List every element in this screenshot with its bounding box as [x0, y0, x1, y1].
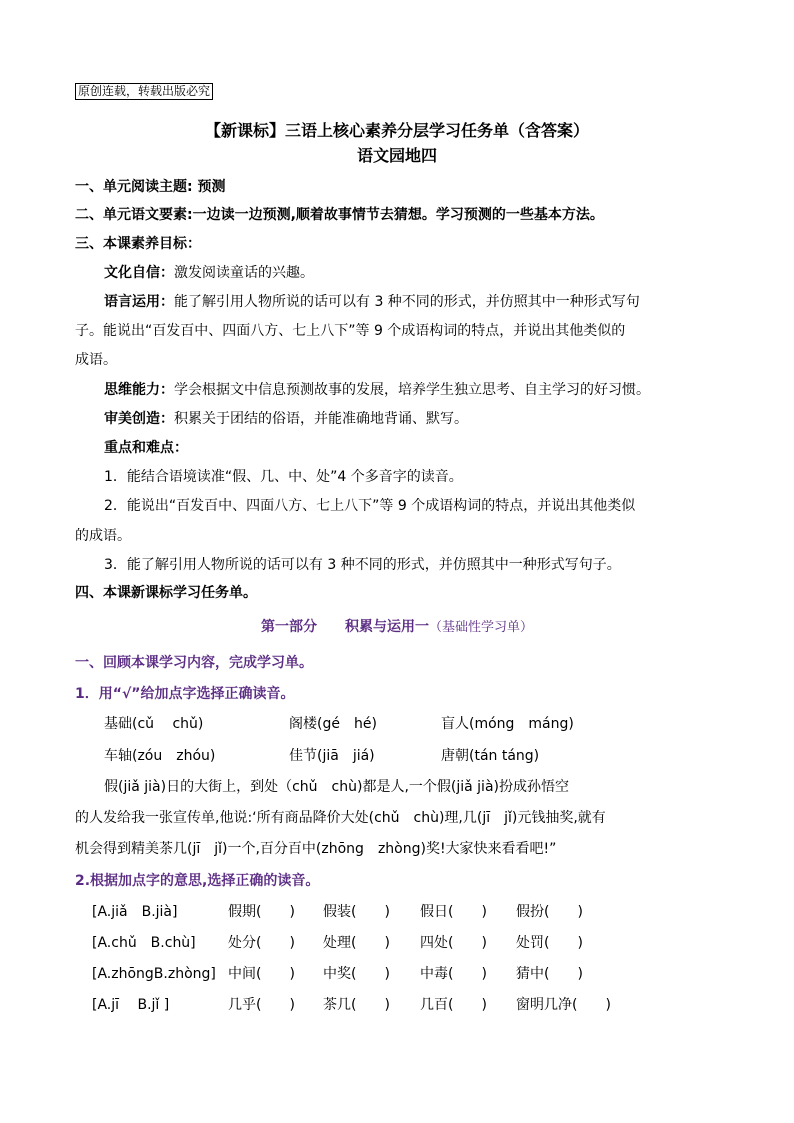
q1-item: 基础(cǔ chǔ) [104, 716, 204, 732]
q2-item: 假扮( ) [516, 904, 583, 920]
q2-item: 假装( ) [323, 904, 390, 920]
key-point-1: 1．能结合语境读准“假、几、中、处”4 个多音字的读音。 [104, 469, 463, 485]
q2-item: 四处( ) [420, 935, 487, 951]
q1-item: 唐朝(tán táng) [441, 748, 540, 764]
q1-item: 车轴(zóu zhóu) [104, 748, 216, 764]
goal-language-label: 语言运用： [104, 294, 174, 310]
question-2: 2.根据加点字的意思,选择正确的读音。 [75, 873, 320, 889]
goal-culture-text: 激发阅读童话的兴趣。 [174, 265, 314, 281]
q2-item: 处分( ) [228, 935, 295, 951]
section-1: 一、单元阅读主题: 预测 [75, 179, 226, 195]
key-difficulty-label: 重点和难点： [104, 440, 188, 456]
goal-language-cont2: 成语。 [75, 352, 117, 368]
goal-aesthetic-text: 积累关于团结的俗语，并能准确地背诵、默写。 [174, 411, 468, 427]
goal-thinking [104, 380, 650, 400]
goal-aesthetic [104, 409, 468, 429]
goal-culture [104, 263, 314, 283]
q2-options: [A.zhōngB.zhòng] [92, 966, 216, 982]
document-title: 【新课标】三语上核心素养分层学习任务单（含答案） [204, 121, 589, 140]
q2-item: 猜中( ) [516, 966, 583, 982]
q2-item: 窗明几净( ) [516, 997, 611, 1013]
goal-language-text: 能了解引用人物所说的话可以有 3 种不同的形式，并仿照其中一种形式写句 [174, 294, 640, 310]
q1-item: 佳节(jiā jiá) [289, 748, 375, 764]
part-note: （基础性学习单） [428, 620, 533, 635]
goal-aesthetic-label: 审美创造： [104, 411, 174, 427]
q2-item: 中毒( ) [420, 966, 487, 982]
q2-item: 假期( ) [228, 904, 295, 920]
goal-culture-label: 文化自信： [104, 265, 174, 281]
q2-item: 假日( ) [420, 904, 487, 920]
q2-item: 几百( ) [420, 997, 487, 1013]
question-intro: 一、回顾本课学习内容，完成学习单。 [75, 655, 313, 671]
q1-item: 阁楼(gé hé) [289, 716, 377, 732]
part-heading [0, 617, 794, 638]
section-3: 三、本课素养目标： [75, 236, 201, 252]
q2-options: [A.jiǎ B.jià] [92, 904, 178, 920]
copyright-stamp: 原创连载，转载出版必究 [75, 83, 213, 100]
section-2: 二、单元语文要素:一边读一边预测,顺着故事情节去猜想。学习预测的一些基本方法。 [75, 207, 604, 223]
goal-language [104, 292, 640, 312]
q2-item: 中奖( ) [323, 966, 390, 982]
q2-item: 中间( ) [228, 966, 295, 982]
q2-options: [A.chǔ B.chù] [92, 935, 196, 951]
question-1: 1．用“√”给加点字选择正确读音。 [75, 686, 295, 702]
section-4: 四、本课新课标学习任务单。 [75, 585, 257, 601]
q2-item: 处罚( ) [516, 935, 583, 951]
goal-thinking-text: 学会根据文中信息预测故事的发展，培养学生独立思考、自主学习的好习惯。 [174, 382, 650, 398]
document-subtitle: 语文园地四 [356, 146, 437, 165]
goal-language-cont: 子。能说出“百发百中、四面八方、七上八下”等 9 个成语构词的特点，并说出其他类似的 [75, 323, 626, 339]
key-point-3: 3．能了解引用人物所说的话可以有 3 种不同的形式，并仿照其中一种形式写句子。 [104, 557, 621, 573]
q2-options: [A.jī B.jǐ ] [92, 997, 170, 1013]
q1-item: 盲人(móng máng) [441, 716, 574, 732]
q1-paragraph-3: 机会得到精美茶几(jī jǐ)一个,百分百中(zhōng zhòng)奖!大家快来看看吧!” [75, 841, 557, 857]
goal-thinking-label: 思维能力： [104, 382, 174, 398]
q2-item: 处理( ) [323, 935, 390, 951]
q1-paragraph-2: 的人发给我一张宣传单,他说:‘所有商品降价大处(chǔ chù)理,几(jī jǐ)元钱抽奖,就有 [75, 810, 606, 826]
key-point-2-cont: 的成语。 [75, 528, 131, 544]
key-point-2: 2．能说出“百发百中、四面八方、七上八下”等 9 个成语构词的特点，并说出其他类似 [104, 498, 636, 514]
q2-item: 茶几( ) [323, 997, 390, 1013]
q2-item: 几乎( ) [228, 997, 295, 1013]
part-title: 第一部分 积累与运用一 [260, 619, 429, 635]
q1-paragraph-1: 假(jiǎ jià)日的大街上，到处（chǔ chù)都是人,一个假(jiǎ jià)扮成孙悟空 [104, 779, 569, 795]
